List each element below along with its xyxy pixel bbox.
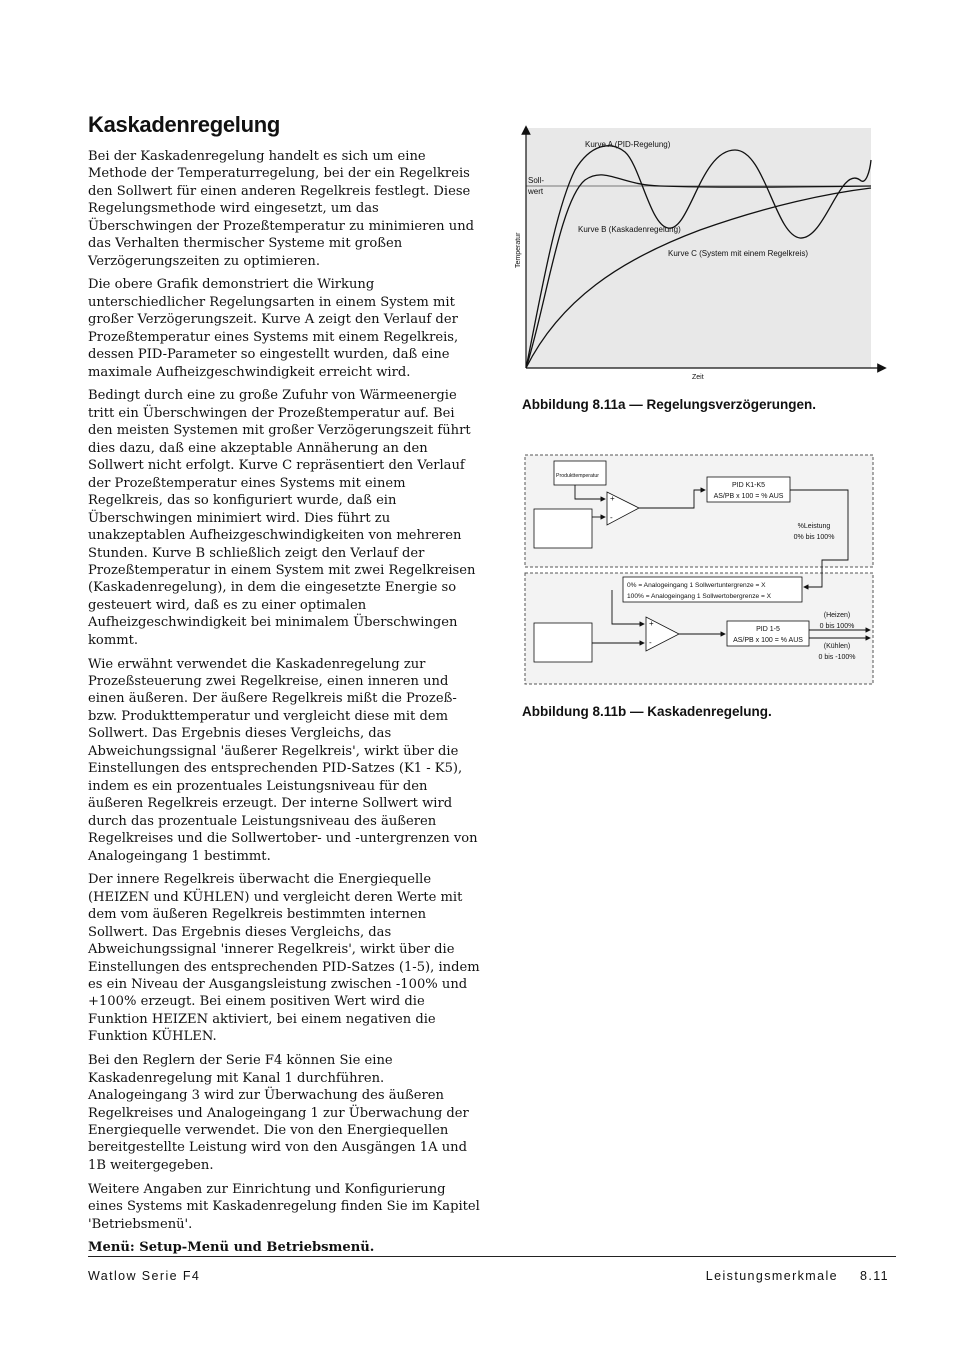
leistung-line2: 0% bis 100% xyxy=(793,534,835,541)
footer-section: Leistungsmerkmale xyxy=(705,1269,838,1283)
paragraph-2: Die obere Grafik demonstriert die Wirkung unterschiedlicher Regelungsarten in einem System mit großer Verzögerungszeit. Kurve A zeigt den Verlauf der Prozeßtemperatur eines Systems mit einem Regelkreis, dessen PID-Parameter so eingestellt wurden, daß eine maximale Aufheizgeschwindigkeit erreicht wird. xyxy=(88,277,459,380)
paragraph-7: Weitere Angaben zur Einrichtung und Konfigurierung eines Systems mit Kaskadenregelung finden Sie im Kapitel 'Betriebsmenü'. xyxy=(88,1181,480,1232)
paragraph-5: Der innere Regelkreis überwacht die Energiequelle (HEIZEN und KÜHLEN) und vergleicht deren Werte mit dem vom äußeren Regelkreis bestimmten internen Sollwert. Das Ergebnis dieses Vergleichs, das Abweichungssignal 'innerer Regelkreis', wirkt über die Einstellungen des entsprechenden PID-Satzes (1-5), indem es ein Niveau der Ausgangsleistung zwischen -100% und +100% erzeugt. Bei einem positiven Wert wird die Funktion HEIZEN aktiviert, bei einem negativen die Funktion KÜHLEN. xyxy=(88,872,480,1045)
curve-b-label: Kurve B (Kaskadenregelung) xyxy=(578,225,681,234)
heizen-line2: 0 bis 100% xyxy=(819,623,855,630)
inner-minus-sign: - xyxy=(649,638,652,647)
paragraph-3: Bedingt durch eine zu große Zufuhr von Wärmeenergie tritt ein Überschwingen der Prozeßtemperatur auf. Bei den meisten Systemen mit großer Verzögerungszeit führt dies dazu, daß eine akzeptable Annäherung an den Sollwert nicht erfolgt. Kurve C repräsentiert den Verlauf der Prozeßtemperatur eines Systems mit einem Regelkreis, das so konfiguriert wurde, daß ein Überschwingen minimiert wird. Dies führt zu unakzeptablen Aufheizgeschwindigkeiten von mehreren Stunden. Kurve B schließlich zeigt den Verlauf der Prozeßtemperatur in einem System mit zwei Regelkreisen (Kaskadenregelung), in dem die eingesetzte Energie so gesteuert wird, daß es zu einer optimalen Aufheizgeschwindigkeit bei minimalem Überschwingen kommt. xyxy=(88,388,476,648)
kuehlen-line1: (Kühlen) xyxy=(823,643,851,650)
cascade-control-diagram xyxy=(518,448,880,692)
plot-area-background xyxy=(526,128,871,368)
response-curves-chart xyxy=(508,118,888,386)
paragraph-6: Bei den Reglern der Serie F4 können Sie eine Kaskadenregelung mit Kanal 1 durchführen. Analogeingang 3 wird zur Überwachung des äußeren Regelkreises und Analogeingang 1 zur Überwachung der Energiequelle verwendet. Die von den Energiequellen bereitgestellte Leistung wird von den Ausgängen 1A und 1B weitergegeben. xyxy=(88,1053,469,1173)
page-title: Kaskadenregelung xyxy=(88,112,281,137)
figure-b-caption: Abbildung 8.11b — Kaskadenregelung. xyxy=(522,704,772,719)
range-line2: 100% = Analogeingang 1 Sollwertobergrenze = X xyxy=(627,593,772,600)
y-axis-label: Temperatur xyxy=(515,232,522,268)
footer-product: Watlow Serie F4 xyxy=(88,1269,201,1283)
x-axis-label: Zeit xyxy=(692,374,704,381)
inner-pid-line2: AS/PB x 100 = % AUS xyxy=(733,637,803,644)
outer-process-box xyxy=(534,509,592,548)
footer-page-number: 8.11 xyxy=(859,1269,889,1283)
menu-reference: Menü: Setup-Menü und Betriebsmenü. xyxy=(88,1240,375,1256)
outer-minus-sign: - xyxy=(610,513,613,522)
figure-a-caption: Abbildung 8.11a — Regelungsverzögerungen. xyxy=(522,397,817,412)
curve-a-label: Kurve A (PID-Regelung) xyxy=(585,140,671,149)
paragraph-1: Bei der Kaskadenregelung handelt es sich um eine Methode der Temperaturregelung, bei der ein Regelkreis den Sollwert für einen anderen Regelkreis festlegt. Diese Regelungsmethode wird eingesetzt, um das Überschwingen der Prozeßtemperatur zu minimieren und das Verhalten thermischer Systeme mit großen Verzögerungszeiten zu optimieren. xyxy=(88,149,475,269)
setpoint-label-1: Soll- xyxy=(528,176,545,185)
body-text xyxy=(88,148,480,1263)
outer-pid-line2: AS/PB x 100 = % AUS xyxy=(713,493,784,500)
outer-pid-line1: PID K1-K5 xyxy=(731,482,766,489)
footer-section-page xyxy=(706,1269,889,1283)
outer-plus-sign: + xyxy=(610,494,615,503)
setpoint-label-2: wert xyxy=(528,187,544,196)
kuehlen-line2: 0 bis -100% xyxy=(818,654,856,661)
inner-plus-sign: + xyxy=(649,619,654,628)
paragraph-4: Wie erwähnt verwendet die Kaskadenregelung zur Prozeßsteuerung zwei Regelkreise, einen inneren und einen äußeren. Der äußere Regelkreis mißt die Prozeß- bzw. Produkttemperatur und vergleicht diese mit dem Sollwert. Das Ergebnis dieses Vergleichs, das Abweichungssignal 'äußerer Regelkreis', wirkt über die Einstellungen des entsprechenden PID-Satzes (K1 - K5), indem es ein prozentuales Leistungsniveau für den äußeren Regelkreis erzeugt. Der interne Sollwert wird durch das prozentuale Leistungsniveau des äußeren Regelkreises und die Sollwertober- und -untergrenzen von Analogeingang 1 bestimmt. xyxy=(88,656,478,864)
curve-c-label: Kurve C (System mit einem Regelkreis) xyxy=(668,249,809,258)
produkttemperatur-label: Produkttemperatur xyxy=(556,473,599,479)
leistung-line1: %Leistung xyxy=(797,523,831,530)
range-line1: 0% = Analogeingang 1 Sollwertuntergrenze = X xyxy=(627,582,766,589)
footer-rule xyxy=(88,1256,896,1257)
inner-process-box xyxy=(534,623,592,662)
inner-pid-line1: PID 1-5 xyxy=(756,626,780,633)
heizen-line1: (Heizen) xyxy=(823,612,851,619)
